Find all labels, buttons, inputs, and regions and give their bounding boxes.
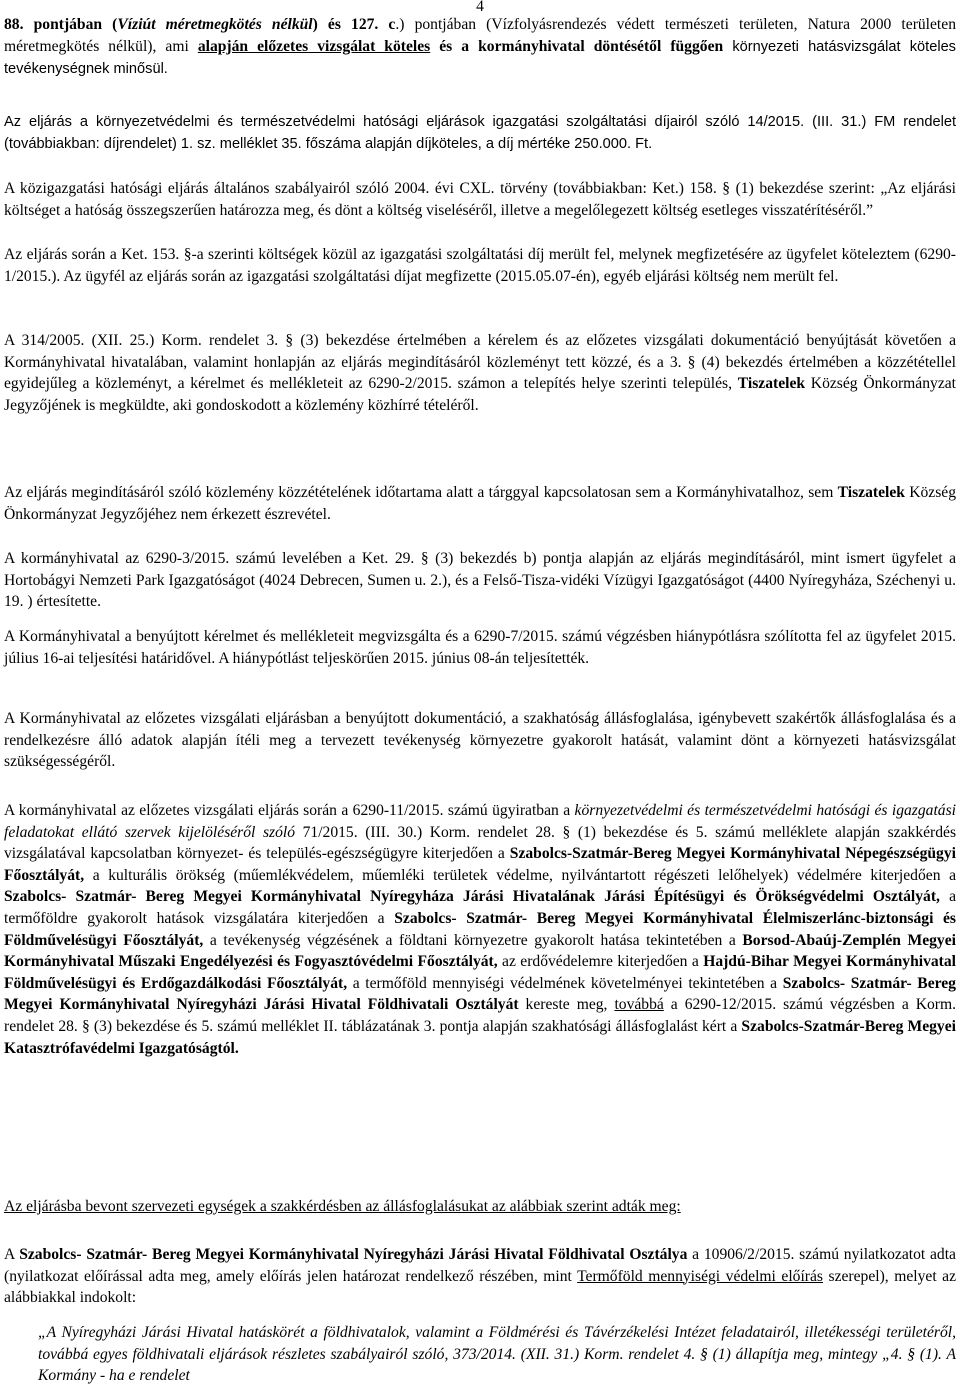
text-run: A kormányhivatal az előzetes vizsgálati eljárás során a 6290-11/2015. számú ügyiratban a xyxy=(4,802,575,819)
text-run: Szabolcs-Szatmár-Bereg Megyei Kormányhivatal Népegészségügyi Főosztályát, xyxy=(4,845,956,884)
text-run: 71/2015. (III. 30.) Korm. rendelet 28. § (1) bekezdése és 5. számú melléklete alapján szakkérdés vizsgálatával kapcsolatban környezet- és település-egészségügyre kiterjedően a xyxy=(4,823,957,863)
text-run: az erdővédelemre kiterjedően a xyxy=(497,953,704,971)
text-run: .) pontjában (Vízfolyásrendezés védett természeti területen, Natura 2000 területen méretmegkötés nélkül), ami xyxy=(4,16,956,55)
text-run: Tiszatelek xyxy=(737,375,806,393)
text-run: a termőföldre gyakorolt hatások vizsgálatára kiterjedően a xyxy=(4,888,956,927)
text-run: Termőföld mennyiségi védelmi előírás xyxy=(577,1267,823,1285)
text-run: Borsod-Abaúj-Zemplén Megyei Kormányhivatal Műszaki Engedélyezési és Fogyasztóvédelmi Főosztályát, xyxy=(4,931,956,971)
text-run: Tiszatelek xyxy=(837,484,905,501)
text-run: Község Önkormányzat Jegyzőjének is megküldte, aki gondoskodott a közlemény közhírré tételéről. xyxy=(4,375,957,414)
text-run: Szabolcs-Szatmár-Bereg Megyei Katasztrófavédelmi Igazgatóságtól. xyxy=(4,1017,956,1057)
paragraph-assessment: A Kormányhivatal az előzetes vizsgálati eljárásban a benyújtott dokumentáció, a szakhatóság állásfoglalása, igénybevett szakértők állásfoglalása és a rendelkezésre álló adatok alapján ítéli meg a tervezett tevékenység környezetre gyakorolt hatását, valamint dönt a környezeti hatásvizsgálat szükségességéről. xyxy=(4,710,956,771)
text-run: Az eljárás megindításáról szóló közlemény közzétételének időtartama alatt a tárggyal kapcsolatosan sem a Kormányhivatalhoz, sem xyxy=(4,484,838,501)
text-run: ) és 127. c xyxy=(312,16,396,33)
text-run: a tevékenység végzésének a földtani környezetre gyakorolt hatása tekintetében a xyxy=(203,931,743,949)
text-run: főszáma alapján díjköteles, a díj mértéke 250.000. Ft. xyxy=(305,135,653,152)
text-run: a 6290-12/2015. számú végzésben a Korm. rendelet 28. § (3) bekezdése és 5. számú melléklet II. táblázatának 3. pontja alapján szakhatósági állásfoglalást kért a xyxy=(4,996,956,1035)
text-run: Község Önkormányzat Jegyzőjéhez nem érkezett észrevétel. xyxy=(4,484,956,523)
text-run: kereste meg, xyxy=(518,996,615,1014)
text-run: Szabolcs- Szatmár- Bereg Megyei Kormányhivatal Nyíregyházi Járási Hivatal Földhivatal Osztálya xyxy=(19,1246,688,1263)
paragraph-land-office xyxy=(4,1244,956,1309)
text-run: továbbá xyxy=(614,996,664,1014)
page-number: 4 xyxy=(476,0,484,15)
paragraph-section-heading: Az eljárásba bevont szervezeti egységek a szakkérdésben az állásfoglalásukat az alábbiak szerint adták meg: xyxy=(4,1198,681,1215)
text-run: Szabolcs- Szatmár- Bereg Megyei Kormányhivatal Nyíregyháza Járási Hivatalának Járási Építésügyi és Örökségvédelmi Osztályát, xyxy=(4,888,940,906)
text-run: és a kormányhivatal döntésétől függően xyxy=(430,37,724,55)
text-run: A xyxy=(4,1246,20,1263)
paragraph-notification: A kormányhivatal az 6290-3/2015. számú levelében a Ket. 29. § (3) bekezdés b) pontja alapján az eljárás megindításáról, mint ismert ügyfelet a Hortobágyi Nemzeti Park Igazgatóságot (4024 Debrecen, Sumen u. 2.), és a Felső-Tisza-vidéki Vízügyi Igazgatóságot (4400 Nyíregyháza, Széchenyi u. 19. ) értesítette. xyxy=(4,550,956,611)
text-run: Víziút méretmegkötés nélkül xyxy=(117,16,313,33)
text-run: a termőföld mennyiségi védelmének követelményei tekintetében a xyxy=(347,974,783,992)
paragraph-deficiency: A Kormányhivatal a benyújtott kérelmet és mellékleteit megvizsgálta és a 6290-7/2015. számú végzésben hiánypótlásra szólította fel az ügyfelet 2015. július 16-ai teljesítési határidővel. A hiánypótlást teljeskörűen 2015. június 08-án teljesítették. xyxy=(4,628,956,667)
text-run: Az eljárás a környezetvédelmi és természetvédelmi hatósági eljárások igazgatási szolgáltatási díjairól szóló 14/2015. (III. 31.) FM rendelet (továbbiakban: díjrendelet) 1. sz. melléklet 35. xyxy=(4,114,956,152)
text-run: szerepel), melyet az alábbiakkal indokolt: xyxy=(4,1267,957,1307)
text-run: a 10906/2/2015. számú nyilatkozatot adta (nyilatkozat előírással adta meg, amely előírás jelen határozat rendelkező részében, mint xyxy=(4,1246,956,1285)
text-run: Hajdú-Bihar Megyei Kormányhivatal Földművelésügyi és Erdőgazdálkodási Főosztályát, xyxy=(4,953,956,992)
paragraph-costs: Az eljárás során a Ket. 153. §-a szerinti költségek közül az igazgatási szolgáltatási díj merült fel, melynek megfizetésére az ügyfelet köteleztem (6290-1/2015.). Az ügyfél az eljárás során az igazgatási szolgáltatási díjat megfizette (2015.05.07-én), egyéb eljárási költség nem merült fel. xyxy=(4,246,956,285)
paragraph-classification xyxy=(4,14,956,81)
text-run: alapján előzetes vizsgálat köteles xyxy=(197,37,431,55)
paragraph-ket-158: A közigazgatási hatósági eljárás általános szabályairól szóló 2004. évi CXL. törvény (továbbiakban: Ket.) 158. § (1) bekezdése szerint: „Az eljárási költséget a hatóság összegszerűen határozza meg, és dönt a költség viseléséről, illetve a megelőlegezett költség esetleges visszatérítéséről.” xyxy=(4,180,956,219)
text-run: környezeti hatásvizsgálat köteles tevékenységnek minősül. xyxy=(4,38,956,78)
paragraph-fee-regulation xyxy=(4,112,956,155)
text-run: 88. pontjában ( xyxy=(4,16,118,33)
paragraph-no-comments xyxy=(4,482,956,525)
text-run: környezetvédelmi és természetvédelmi hatósági és igazgatási feladatokat ellátó szervek kijelöléséről szóló xyxy=(4,802,956,841)
paragraph-announcement xyxy=(4,330,956,416)
text-run: a kulturális örökség (műemlékvédelem, műemléki területek védelme, nyilvántartott régészeti lelőhelyek) védelmére kiterjedően a xyxy=(84,866,956,884)
text-run: Szabolcs- Szatmár- Bereg Megyei Kormányhivatal Élelmiszerlánc-biztonsági és Földművelésügyi Főosztályát, xyxy=(4,909,956,949)
paragraph-quote: „A Nyíregyházi Járási Hivatal hatáskörét a földhivatalok, valamint a Földmérési és Távérzékelési Intézet feladatairól, illetékességi területéről, továbbá egyes földhivatali eljárások részletes szabályairól szóló, 373/2014. (XII. 31.) Korm. rendelet 4. § (1) állapítja meg, mintegy „4. § (1). A Kormány - ha e rendelet xyxy=(38,1324,956,1385)
paragraph-authorities xyxy=(4,800,956,1059)
text-run: A 314/2005. (XII. 25.) Korm. rendelet 3. § (3) bekezdése értelmében a kérelem és az előzetes vizsgálati dokumentáció benyújtását követően a Kormányhivatal hivatalában, valamint honlapján az eljárás megindításáról közleményt tett közzé, és a 3. § (4) bekezdés értelmében a közzététellel egyidejűleg a közleményt, a kérelmet és mellékleteit az 6290-2/2015. számon a telepítés helye szerinti település, xyxy=(4,332,956,393)
text-run: Szabolcs- Szatmár- Bereg Megyei Kormányhivatal Nyíregyházi Járási Hivatal Földhivatali Osztályát xyxy=(4,974,956,1014)
